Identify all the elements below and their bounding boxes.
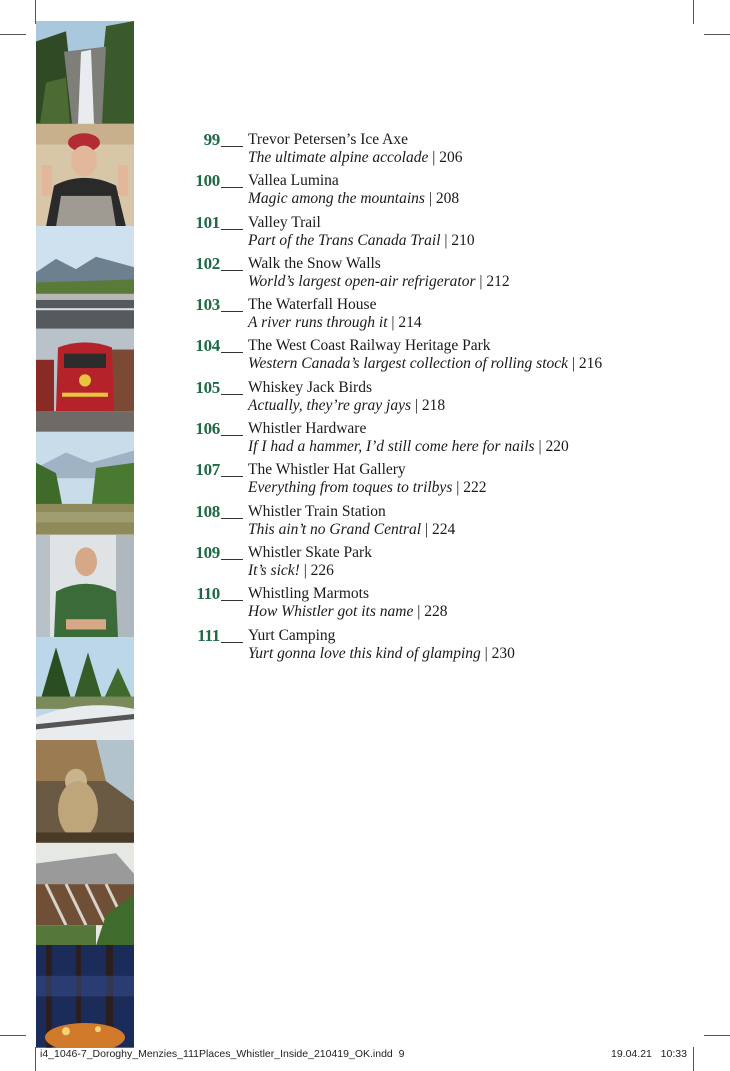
toc-entry	[188, 337, 708, 378]
entry-page: 210	[451, 231, 475, 249]
footer-time: 10:33	[660, 1048, 687, 1060]
toc-entry	[188, 585, 708, 626]
toc-entry	[188, 420, 708, 461]
entry-subline	[248, 397, 445, 415]
photo-person-in-hat	[36, 124, 134, 227]
entry-separator: |	[421, 520, 432, 538]
toc-entry	[188, 255, 708, 296]
entry-subtitle: If I had a hammer, I’d still come here for nails	[248, 438, 535, 456]
entry-number: 100	[195, 171, 220, 191]
toc-entry	[188, 296, 708, 337]
toc-entry	[188, 172, 708, 213]
entry-subtitle: Everything from toques to trilbys	[248, 479, 453, 497]
leader-line	[221, 476, 243, 477]
photo-river-valley	[36, 432, 134, 535]
entry-subtitle: The ultimate alpine accolade	[248, 149, 429, 166]
crop-mark	[0, 34, 26, 35]
entry-subline	[248, 562, 334, 580]
photo-marmot	[36, 740, 134, 843]
footer-filename: i4_1046-7_Doroghy_Menzies_111Places_Whistler_Inside_210419_OK.indd	[40, 1048, 393, 1060]
footer-timestamp	[611, 1048, 687, 1060]
toc-entry	[188, 627, 708, 668]
footer-date: 19.04.21	[611, 1048, 652, 1060]
entry-subline	[248, 521, 455, 539]
entry-separator: |	[428, 149, 440, 166]
entry-page: 224	[431, 520, 456, 538]
leader-line	[221, 518, 243, 519]
crop-mark	[693, 1047, 694, 1071]
photo-yurt-at-night	[36, 945, 134, 1048]
entry-subtitle: This ain’t no Grand Central	[248, 520, 422, 538]
entry-number: 99	[203, 130, 220, 149]
entry-title: The Whistler Hat Gallery	[248, 461, 406, 479]
entry-number: 102	[195, 253, 220, 273]
entry-title: Valley Trail	[248, 213, 321, 231]
entry-title: The Waterfall House	[248, 296, 377, 314]
entry-separator: |	[568, 355, 579, 373]
entry-title: Whiskey Jack Birds	[248, 378, 372, 396]
leader-line	[221, 229, 243, 230]
photo-waterfall	[36, 21, 134, 124]
entry-page: 212	[486, 272, 510, 290]
entry-subline	[248, 273, 510, 291]
entry-subline	[248, 190, 459, 208]
leader-line	[221, 311, 243, 312]
entry-subline	[248, 314, 422, 332]
toc-entry	[188, 503, 708, 544]
leader-line	[221, 435, 243, 436]
entry-title: Yurt Camping	[248, 626, 336, 644]
entry-title: Whistler Train Station	[248, 502, 386, 520]
entry-page: 220	[545, 438, 569, 456]
leader-line	[221, 187, 243, 188]
entry-subline	[248, 149, 462, 167]
entry-number: 104	[195, 336, 220, 356]
entry-separator: |	[387, 314, 399, 332]
entry-separator: |	[411, 396, 422, 414]
toc-entry	[188, 131, 708, 172]
footer-filename-line	[40, 1048, 404, 1060]
entry-page: 228	[424, 603, 448, 621]
photo-mountain-road	[36, 226, 134, 329]
entry-subline	[248, 479, 486, 497]
entry-separator: |	[413, 603, 425, 621]
photo-man-in-hardware-store	[36, 535, 134, 638]
leader-line	[221, 559, 243, 560]
entry-title: Whistler Skate Park	[248, 543, 372, 561]
entry-page: 226	[310, 561, 334, 579]
entry-page: 208	[435, 190, 460, 208]
entry-page: 222	[463, 479, 487, 497]
leader-line	[221, 352, 243, 353]
entry-subtitle: How Whistler got its name	[248, 603, 414, 621]
entry-page: 216	[578, 355, 603, 373]
entry-subtitle: A river runs through it	[248, 314, 388, 332]
leader-line	[221, 600, 243, 601]
entry-subtitle: It’s sick!	[248, 561, 300, 579]
photo-red-locomotive	[36, 329, 134, 432]
entry-separator: |	[475, 272, 487, 290]
entry-title: Whistler Hardware	[248, 420, 367, 438]
entry-number: 103	[195, 295, 220, 315]
entry-number: 101	[195, 212, 220, 232]
entry-separator: |	[440, 231, 452, 249]
crop-mark	[704, 34, 730, 35]
entry-subtitle: Yurt gonna love this kind of glamping	[248, 644, 481, 662]
entry-separator: |	[452, 479, 464, 497]
entry-title: The West Coast Railway Heritage Park	[248, 337, 491, 355]
entry-separator: |	[480, 644, 492, 662]
toc-entry	[188, 214, 708, 255]
entry-page: 206	[439, 149, 463, 166]
footer-page-number: 9	[398, 1048, 405, 1060]
toc-entry	[188, 379, 708, 420]
leader-line	[221, 270, 243, 271]
crop-mark	[0, 1035, 26, 1036]
entry-separator: |	[299, 561, 311, 579]
entry-subline	[248, 232, 475, 250]
entry-number: 107	[195, 460, 220, 480]
entry-number: 106	[195, 419, 220, 439]
entry-subline	[248, 603, 447, 621]
crop-mark	[693, 0, 694, 24]
entry-subline	[248, 355, 602, 373]
entry-subtitle: Magic among the mountains	[248, 190, 425, 208]
entry-title: Whistling Marmots	[248, 585, 369, 603]
entry-separator: |	[424, 190, 436, 208]
entry-page: 214	[398, 314, 422, 332]
entry-separator: |	[534, 438, 546, 456]
entry-title: Walk the Snow Walls	[248, 254, 381, 272]
crop-mark	[35, 1047, 36, 1071]
entry-subtitle: World’s largest open-air refrigerator	[248, 272, 476, 290]
crop-mark	[704, 1035, 730, 1036]
leader-line	[221, 642, 243, 643]
entry-number: 105	[195, 377, 220, 397]
photo-strip	[36, 21, 134, 1048]
leader-line	[221, 394, 243, 395]
entry-title: Trevor Petersen’s Ice Axe	[248, 131, 408, 148]
entry-subtitle: Actually, they’re gray jays	[248, 396, 411, 414]
entry-page: 230	[491, 644, 515, 662]
photo-covered-bridge	[36, 843, 134, 946]
leader-line	[221, 146, 243, 147]
entry-number: 108	[195, 501, 220, 521]
entry-number: 109	[195, 542, 220, 562]
entry-number: 110	[196, 584, 220, 604]
toc-entry	[188, 461, 708, 502]
entry-subtitle: Western Canada’s largest collection of rolling stock	[248, 355, 569, 373]
photo-forest-and-train-station	[36, 637, 134, 740]
table-of-contents	[188, 131, 708, 668]
entry-title: Vallea Lumina	[248, 172, 339, 190]
toc-entry	[188, 544, 708, 585]
entry-number: 111	[197, 625, 220, 645]
entry-subline	[248, 645, 515, 663]
entry-page: 218	[421, 396, 446, 414]
entry-subtitle: Part of the Trans Canada Trail	[248, 231, 441, 249]
entry-subline	[248, 438, 569, 456]
